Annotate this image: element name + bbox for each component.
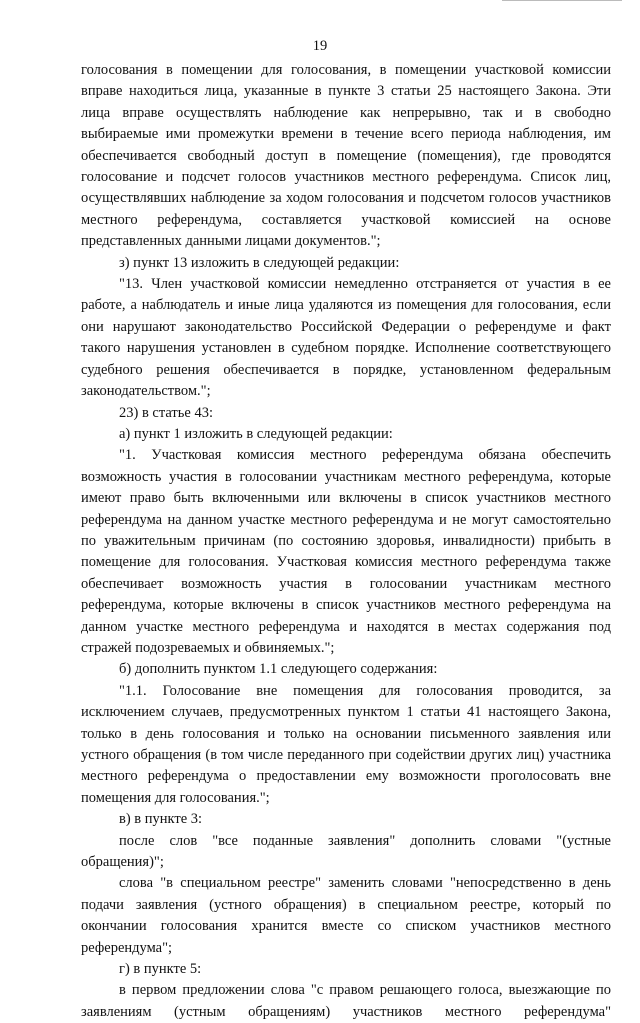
- paragraph-1: голосования в помещении для голосования, в помещении участковой комиссии вправе находиться лица, указанные в пункте 3 статьи 25 настоящего Закона. Эти лица вправе осуществлять наблюдение как непрерывно, так и в свободно выбираемые ими промежутки времени в течение всего периода наблюдения, им обеспечивается свободный доступ в помещение (помещения), где проводятся голосование и подсчет голосов участников местного референдума. Список лиц, осуществлявших наблюдение за ходом голосования и подсчетом голосов участников местного референдума, составляется участковой комиссией на основе представленных данными лицами документов.";: [81, 62, 611, 250]
- paragraph-8: "1.1. Голосование вне помещения для голосования проводится, за исключением случаев, предусмотренных пунктом 1 статьи 41 настоящего Закона, только в день голосования и только на основании письменного заявления или устного обращения (в том числе переданного при содействии других лиц) участника местного референдума о предоставлении ему возможности проголосовать вне помещения для голосования.";: [81, 682, 611, 806]
- paragraph-10: после слов "все поданные заявления" дополнить словами "(устные обращения)";: [81, 832, 611, 871]
- page-number: 19: [312, 38, 328, 54]
- document-body: [81, 60, 611, 1023]
- paragraph-5: а) пункт 1 изложить в следующей редакции:: [119, 425, 393, 442]
- paragraph-11: слова "в специальном реестре" заменить словами "непосредственно в день подачи заявления (устного обращения) в специальном реестре, который по окончании голосования хранится вместе со списком участников местного референдума";: [81, 875, 611, 956]
- paragraph-4: 23) в статье 43:: [119, 404, 213, 421]
- paragraph-3: "13. Член участковой комиссии немедленно отстраняется от участия в ее работе, а наблюдатель и иные лица удаляются из помещения для голосования, если они нарушают законодательство Российской Федерации о референдуме и факт такого нарушения установлен в судебном порядке. Исполнение соответствующего судебного решения обеспечивается в порядке, установленном федеральным законодательством.";: [81, 276, 611, 400]
- paragraph-2: з) пункт 13 изложить в следующей редакции:: [119, 254, 400, 271]
- paragraph-13: в первом предложении слова "с правом решающего голоса, выезжающие по заявлениям (устным обращениям) участников местного референдума": [81, 982, 611, 1020]
- paragraph-7: б) дополнить пунктом 1.1 следующего содержания:: [119, 661, 438, 678]
- paragraph-6: "1. Участковая комиссия местного референдума обязана обеспечить возможность участия в голосовании участникам местного референдума, которые имеют право быть включенными или включены в список участников местного референдума на данном участке местного референдума и не могут самостоятельно по уважительным причинам (по состоянию здоровья, инвалидности) прибыть в помещение для голосования. Участковая комиссия местного референдума также обеспечивает возможность участия в голосовании участникам местного референдума, которые включены в список участников местного референдума на данном участке местного референдума и находятся в местах содержания под стражей подозреваемых и обвиняемых.";: [81, 447, 611, 656]
- paragraph-12: г) в пункте 5:: [119, 961, 202, 978]
- paragraph-9: в) в пункте 3:: [119, 811, 203, 828]
- scan-artifact: [502, 0, 622, 5]
